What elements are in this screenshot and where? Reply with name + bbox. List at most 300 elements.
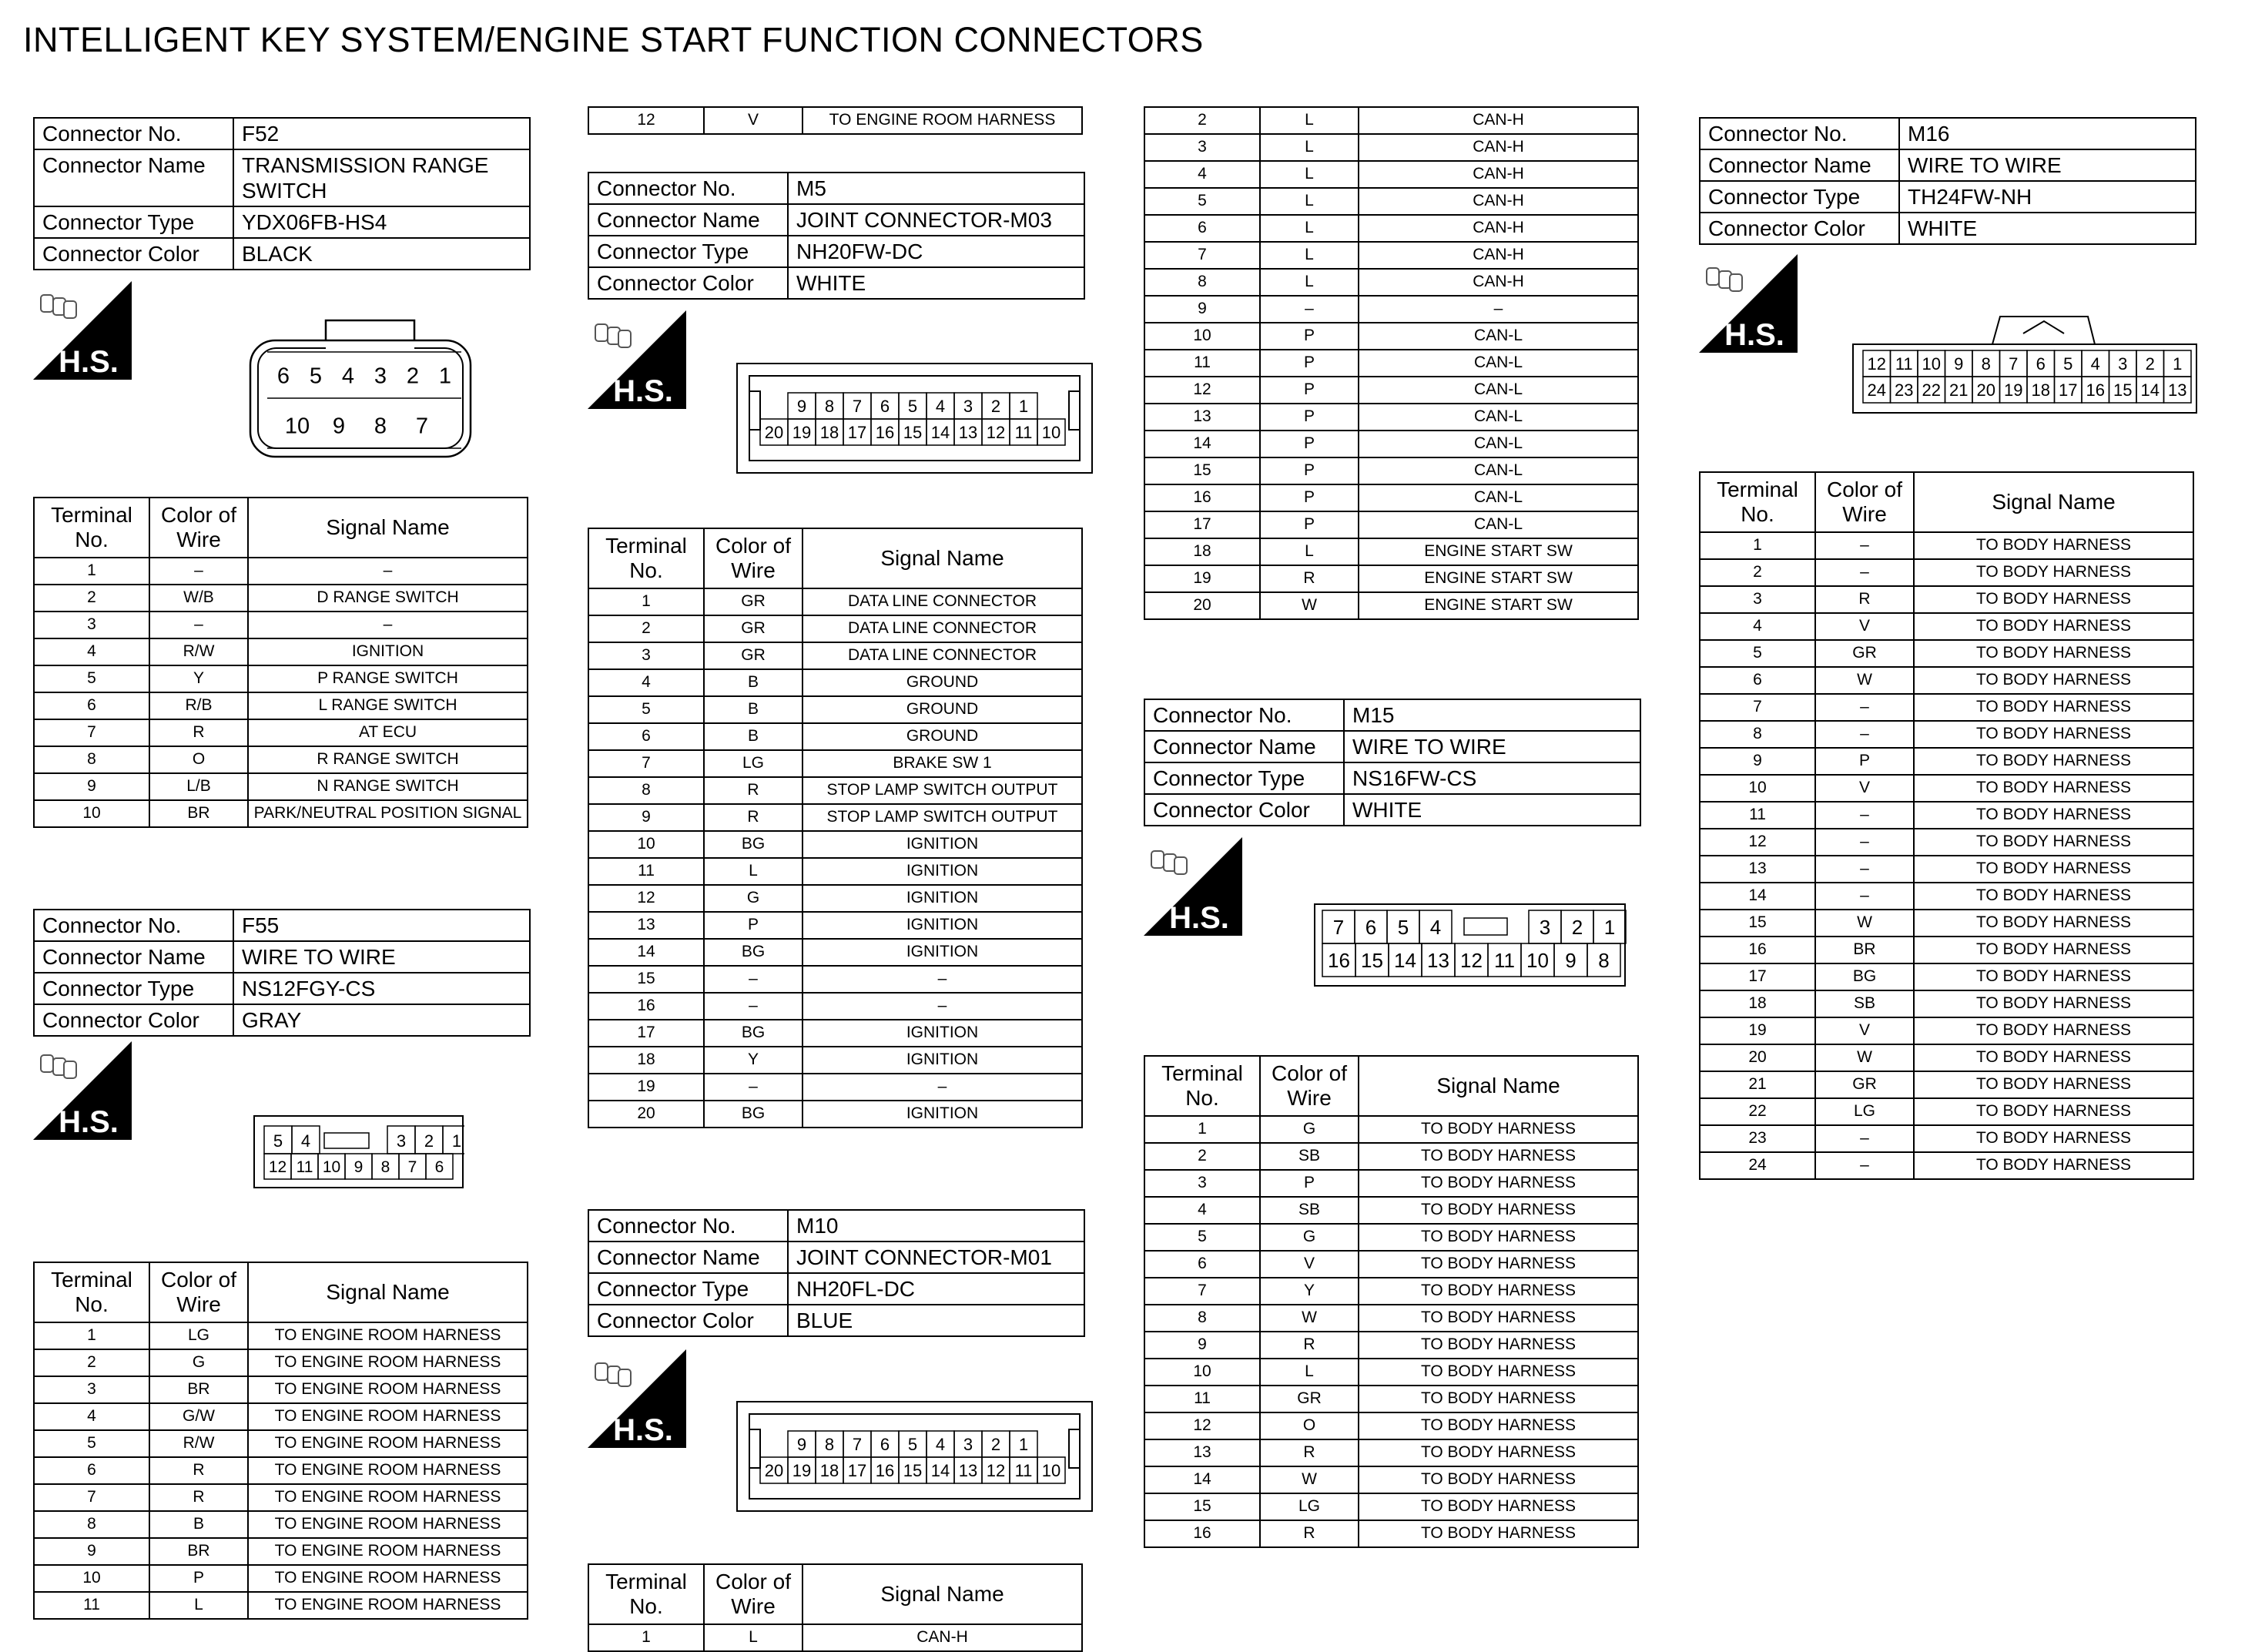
terminal-no-cell: 24 (1700, 1152, 1815, 1179)
signal-name-cell: D RANGE SWITCH (248, 585, 528, 612)
terminal-no-cell: 19 (1700, 1017, 1815, 1044)
terminal-no-cell: 5 (34, 1430, 149, 1457)
pin-number: 7 (415, 414, 429, 439)
pin-number: 2 (2145, 354, 2155, 374)
terminal-no-cell: 8 (1144, 1305, 1260, 1332)
terminal-no-cell: 2 (588, 615, 704, 642)
signal-name-cell: DATA LINE CONNECTOR (803, 642, 1082, 669)
pin-number: 12 (1867, 354, 1886, 374)
signal-name-cell: TO ENGINE ROOM HARNESS (248, 1511, 528, 1538)
table-row (1144, 565, 1638, 592)
wire-color-cell: B (704, 669, 803, 696)
wire-color-cell: G/W (149, 1403, 248, 1430)
column-header-color-of-wire: Color of Wire (1815, 472, 1914, 532)
info-value-color: WHITE (1899, 213, 2196, 244)
harness-side-icon (1699, 254, 1798, 357)
info-label: Connector Name (588, 1242, 788, 1273)
info-label: Connector No. (1700, 118, 1899, 149)
wire-color-cell: W (1260, 1305, 1359, 1332)
table-header (34, 1262, 528, 1322)
signal-name-cell: CAN-L (1359, 484, 1638, 511)
table-row (1700, 1125, 2193, 1152)
pin-number: 5 (907, 1434, 918, 1454)
table-row (34, 1592, 528, 1619)
signal-name-cell: TO BODY HARNESS (1359, 1170, 1638, 1197)
terminal-no-cell: 8 (588, 777, 704, 804)
info-label: Connector Type (588, 236, 788, 267)
terminal-no-cell: 1 (588, 588, 704, 615)
signal-name-cell: N RANGE SWITCH (248, 773, 528, 800)
pin-number: 24 (1867, 380, 1886, 400)
table-row (34, 1484, 528, 1511)
column-header-signal-name: Signal Name (1359, 1056, 1638, 1116)
harness-side-label: H.S. (59, 345, 119, 379)
terminal-no-cell: 15 (1144, 1493, 1260, 1520)
pin-number: 11 (1895, 354, 1913, 374)
signal-name-cell: STOP LAMP SWITCH OUTPUT (803, 777, 1082, 804)
table-row (1700, 856, 2193, 883)
table-row (588, 831, 1082, 858)
table-row (1144, 215, 1638, 242)
wire-color-cell: – (1815, 694, 1914, 721)
wire-color-cell: O (1260, 1412, 1359, 1439)
info-value-type: NS16FW-CS (1344, 762, 1640, 794)
table-row (1144, 1359, 1638, 1386)
terminal-no-cell: 20 (588, 1101, 704, 1128)
signal-name-cell: TO BODY HARNESS (1914, 586, 2193, 613)
wire-color-cell: V (1815, 775, 1914, 802)
pin-number: 15 (1361, 948, 1383, 972)
table-row (34, 1376, 528, 1403)
pin-number: 13 (958, 422, 978, 442)
terminal-no-cell: 11 (1144, 350, 1260, 377)
terminal-no-cell: 4 (1144, 1197, 1260, 1224)
info-label: Connector No. (34, 118, 233, 149)
pin-number: 13 (1427, 948, 1449, 972)
table-row (1144, 1197, 1638, 1224)
terminal-table-f55-continued (588, 106, 1083, 135)
info-value-color: WHITE (788, 267, 1084, 299)
terminal-no-cell: 3 (588, 642, 704, 669)
terminal-no-cell: 2 (1700, 559, 1815, 586)
info-label: Connector No. (1144, 699, 1344, 731)
table-row (588, 885, 1082, 912)
wire-color-cell: L/B (149, 773, 248, 800)
wire-color-cell: W (1260, 1466, 1359, 1493)
pin-number: 10 (1526, 948, 1549, 972)
terminal-no-cell: 16 (1144, 1520, 1260, 1547)
info-row-name (34, 149, 530, 206)
terminal-no-cell: 9 (1144, 296, 1260, 323)
pin-number: 5 (1397, 916, 1409, 939)
signal-name-cell: CAN-L (1359, 404, 1638, 431)
pin-number: 17 (847, 1460, 867, 1480)
table-row (1144, 161, 1638, 188)
pin-number: 3 (963, 1434, 973, 1454)
signal-name-cell: IGNITION (803, 1101, 1082, 1128)
signal-name-cell: TO BODY HARNESS (1359, 1278, 1638, 1305)
info-value-no: F52 (233, 118, 530, 149)
table-row (1144, 1332, 1638, 1359)
signal-name-cell: ENGINE START SW (1359, 538, 1638, 565)
signal-name-cell: – (248, 558, 528, 585)
pin-number: 4 (2090, 354, 2100, 374)
terminal-no-cell: 15 (1700, 910, 1815, 937)
table-row (34, 665, 528, 692)
signal-name-cell: R RANGE SWITCH (248, 746, 528, 773)
table-row (1144, 377, 1638, 404)
pin-number: 9 (354, 1158, 364, 1177)
info-label: Connector Color (34, 1004, 233, 1036)
terminal-no-cell: 13 (1144, 404, 1260, 431)
signal-name-cell: TO BODY HARNESS (1914, 802, 2193, 829)
signal-name-cell: – (803, 1074, 1082, 1101)
info-value-type: NH20FL-DC (788, 1273, 1084, 1305)
pin-number: 11 (296, 1158, 313, 1177)
pin-number: 1 (1603, 916, 1616, 939)
signal-name-cell: DATA LINE CONNECTOR (803, 588, 1082, 615)
info-value-color: WHITE (1344, 794, 1640, 826)
table-row (588, 993, 1082, 1020)
terminal-no-cell: 9 (588, 804, 704, 831)
signal-name-cell: – (248, 612, 528, 638)
terminal-no-cell: 17 (1700, 963, 1815, 990)
terminal-table-f52 (33, 497, 528, 828)
info-row-name (1144, 731, 1640, 762)
page-title: INTELLIGENT KEY SYSTEM/ENGINE START FUNCTION CONNECTORS (23, 20, 1204, 59)
table-row (1144, 1386, 1638, 1412)
table-row (34, 773, 528, 800)
terminal-table-m10 (588, 1563, 1083, 1652)
table-row (34, 1457, 528, 1484)
terminal-no-cell: 18 (1700, 990, 1815, 1017)
signal-name-cell: TO ENGINE ROOM HARNESS (248, 1430, 528, 1457)
info-row-no (1144, 699, 1640, 731)
info-label: Connector Name (588, 204, 788, 236)
wire-color-cell: – (1260, 296, 1359, 323)
signal-name-cell: TO BODY HARNESS (1914, 1098, 2193, 1125)
pin-number: 1 (1018, 1434, 1029, 1454)
pin-number: 16 (1328, 948, 1350, 972)
wire-color-cell: P (1815, 748, 1914, 775)
terminal-no-cell: 1 (588, 1624, 704, 1651)
signal-name-cell: TO BODY HARNESS (1359, 1493, 1638, 1520)
table-row (588, 804, 1082, 831)
table-row (1144, 484, 1638, 511)
wire-color-cell: Y (1260, 1278, 1359, 1305)
pin-number: 16 (2086, 380, 2105, 400)
table-row (588, 669, 1082, 696)
signal-name-cell: TO BODY HARNESS (1914, 559, 2193, 586)
signal-name-cell: CAN-H (1359, 242, 1638, 269)
info-value-type: YDX06FB-HS4 (233, 206, 530, 238)
signal-name-cell: TO BODY HARNESS (1914, 856, 2193, 883)
info-value-color: GRAY (233, 1004, 530, 1036)
terminal-no-cell: 14 (1144, 431, 1260, 457)
terminal-no-cell: 8 (34, 746, 149, 773)
terminal-no-cell: 16 (1700, 937, 1815, 963)
wire-color-cell: LG (149, 1322, 248, 1349)
signal-name-cell: CAN-L (1359, 511, 1638, 538)
wire-color-cell: P (1260, 350, 1359, 377)
wire-color-cell: – (149, 558, 248, 585)
harness-side-icon (33, 1041, 132, 1144)
terminal-no-cell: 21 (1700, 1071, 1815, 1098)
info-row-name (588, 1242, 1084, 1273)
table-row (34, 1349, 528, 1376)
table-header (588, 528, 1082, 588)
signal-name-cell: IGNITION (803, 1020, 1082, 1047)
info-row-color (34, 238, 530, 270)
table-row (588, 1624, 1082, 1651)
terminal-no-cell: 6 (34, 1457, 149, 1484)
wire-color-cell: R (149, 719, 248, 746)
pin-number: 12 (268, 1158, 287, 1177)
info-row-type (1700, 181, 2196, 213)
pin-number: 10 (1922, 354, 1941, 374)
signal-name-cell: TO BODY HARNESS (1914, 963, 2193, 990)
terminal-no-cell: 19 (588, 1074, 704, 1101)
terminal-no-cell: 7 (588, 750, 704, 777)
wire-color-cell: L (149, 1592, 248, 1619)
wire-color-cell: P (1260, 377, 1359, 404)
harness-side-icon (33, 281, 132, 384)
pin-number: 9 (796, 1434, 807, 1454)
pin-number: 1 (451, 1131, 462, 1151)
pin-number: 4 (935, 1434, 946, 1454)
table-row (34, 638, 528, 665)
signal-name-cell: GROUND (803, 669, 1082, 696)
wire-color-cell: SB (1260, 1143, 1359, 1170)
pin-number: 2 (424, 1131, 434, 1151)
pin-number: 7 (1332, 916, 1345, 939)
table-row (588, 858, 1082, 885)
signal-name-cell: TO BODY HARNESS (1914, 748, 2193, 775)
wire-color-cell: R (1260, 1332, 1359, 1359)
terminal-no-cell: 10 (588, 831, 704, 858)
wire-color-cell: BR (149, 1376, 248, 1403)
table-row (1700, 640, 2193, 667)
wire-color-cell: B (149, 1511, 248, 1538)
terminal-table-m15 (1144, 1055, 1639, 1548)
table-row (1144, 1493, 1638, 1520)
table-row (1144, 188, 1638, 215)
signal-name-cell: TO BODY HARNESS (1359, 1116, 1638, 1143)
table-row (1700, 532, 2193, 559)
info-label: Connector Type (34, 206, 233, 238)
wire-color-cell: R (149, 1484, 248, 1511)
info-value-name: WIRE TO WIRE (1344, 731, 1640, 762)
pin-number: 15 (903, 422, 923, 442)
column-header-signal-name: Signal Name (1914, 472, 2193, 532)
signal-name-cell: CAN-H (1359, 134, 1638, 161)
info-label: Connector Type (1144, 762, 1344, 794)
signal-name-cell: CAN-H (1359, 188, 1638, 215)
terminal-table-m5 (588, 528, 1083, 1128)
column-header-signal-name: Signal Name (248, 498, 528, 558)
pin-number: 5 (309, 364, 323, 389)
connector-face-m16 (1851, 310, 2198, 414)
info-label: Connector Name (34, 149, 233, 206)
signal-name-cell: TO BODY HARNESS (1914, 775, 2193, 802)
terminal-no-cell: 11 (34, 1592, 149, 1619)
pin-number: 10 (284, 414, 310, 439)
table-row (588, 107, 1082, 134)
wire-color-cell: P (1260, 404, 1359, 431)
wire-color-cell: P (149, 1565, 248, 1592)
pin-number: 7 (852, 1434, 863, 1454)
info-row-color (1700, 213, 2196, 244)
info-row-name (588, 204, 1084, 236)
pin-number: 8 (380, 1158, 390, 1177)
terminal-no-cell: 12 (588, 107, 704, 134)
pin-number: 4 (341, 364, 355, 389)
terminal-no-cell: 4 (34, 1403, 149, 1430)
terminal-no-cell: 7 (1144, 242, 1260, 269)
terminal-no-cell: 22 (1700, 1098, 1815, 1125)
signal-name-cell: TO ENGINE ROOM HARNESS (248, 1592, 528, 1619)
signal-name-cell: – (803, 966, 1082, 993)
info-label: Connector No. (588, 1210, 788, 1242)
table-row (1700, 1098, 2193, 1125)
table-row (34, 585, 528, 612)
table-row (1700, 613, 2193, 640)
column-header-terminal-no: Terminal No. (34, 498, 149, 558)
terminal-no-cell: 14 (1144, 1466, 1260, 1493)
info-value-no: M10 (788, 1210, 1084, 1242)
wire-color-cell: BR (1815, 937, 1914, 963)
info-row-color (1144, 794, 1640, 826)
table-row (1700, 1044, 2193, 1071)
table-row (1700, 829, 2193, 856)
table-row (588, 588, 1082, 615)
connector-info-m16 (1699, 117, 2196, 245)
table-row (588, 723, 1082, 750)
pin-number: 5 (907, 396, 918, 416)
column-header-terminal-no: Terminal No. (1700, 472, 1815, 532)
wire-color-cell: LG (1260, 1493, 1359, 1520)
table-row (1144, 1278, 1638, 1305)
signal-name-cell: GROUND (803, 723, 1082, 750)
table-row (588, 750, 1082, 777)
pin-number: 3 (2118, 354, 2128, 374)
pin-number: 19 (792, 1460, 812, 1480)
table-row (588, 966, 1082, 993)
info-value-no: M16 (1899, 118, 2196, 149)
table-row (1700, 910, 2193, 937)
table-row (588, 939, 1082, 966)
pin-number: 23 (1895, 380, 1914, 400)
info-label: Connector Color (588, 1305, 788, 1336)
table-row (34, 612, 528, 638)
table-row (1700, 883, 2193, 910)
terminal-no-cell: 9 (34, 1538, 149, 1565)
wire-color-cell: R (704, 804, 803, 831)
table-row (588, 615, 1082, 642)
column-header-terminal-no: Terminal No. (34, 1262, 149, 1322)
table-row (588, 642, 1082, 669)
pin-number: 17 (847, 422, 867, 442)
terminal-no-cell: 18 (1144, 538, 1260, 565)
signal-name-cell: IGNITION (248, 638, 528, 665)
wire-color-cell: – (1815, 802, 1914, 829)
pin-number: 7 (2009, 354, 2019, 374)
wire-color-cell: B (704, 696, 803, 723)
wire-color-cell: R/W (149, 638, 248, 665)
terminal-no-cell: 4 (1144, 161, 1260, 188)
connector-info-f55 (33, 909, 531, 1037)
terminal-no-cell: 4 (1700, 613, 1815, 640)
pin-number: 11 (1014, 422, 1033, 442)
pin-number: 10 (1041, 422, 1061, 442)
wire-color-cell: W/B (149, 585, 248, 612)
terminal-no-cell: 16 (588, 993, 704, 1020)
table-row (34, 1565, 528, 1592)
signal-name-cell: TO BODY HARNESS (1914, 532, 2193, 559)
info-row-no (34, 910, 530, 941)
table-row (1144, 269, 1638, 296)
signal-name-cell: TO BODY HARNESS (1914, 883, 2193, 910)
wire-color-cell: – (704, 1074, 803, 1101)
terminal-no-cell: 11 (1144, 1386, 1260, 1412)
pin-number: 12 (986, 422, 1006, 442)
pin-number: 12 (986, 1460, 1006, 1480)
wire-color-cell: – (1815, 1125, 1914, 1152)
terminal-no-cell: 3 (34, 1376, 149, 1403)
pin-number: 6 (880, 1434, 890, 1454)
signal-name-cell: TO BODY HARNESS (1914, 721, 2193, 748)
info-row-no (588, 173, 1084, 204)
table-row (34, 1403, 528, 1430)
terminal-no-cell: 1 (34, 558, 149, 585)
terminal-no-cell: 12 (1144, 1412, 1260, 1439)
wire-color-cell: BR (149, 1538, 248, 1565)
wire-color-cell: L (1260, 161, 1359, 188)
signal-name-cell: CAN-L (1359, 431, 1638, 457)
terminal-no-cell: 6 (1700, 667, 1815, 694)
pin-number: 5 (2063, 354, 2073, 374)
connector-info-m10 (588, 1209, 1085, 1337)
table-row (588, 1101, 1082, 1128)
wire-color-cell: L (704, 1624, 803, 1651)
signal-name-cell: TO BODY HARNESS (1914, 1125, 2193, 1152)
signal-name-cell: TO BODY HARNESS (1359, 1251, 1638, 1278)
signal-name-cell: TO BODY HARNESS (1359, 1224, 1638, 1251)
wire-color-cell: O (149, 746, 248, 773)
wire-color-cell: SB (1815, 990, 1914, 1017)
wire-color-cell: G (1260, 1116, 1359, 1143)
signal-name-cell: TO BODY HARNESS (1914, 1017, 2193, 1044)
signal-name-cell: TO ENGINE ROOM HARNESS (248, 1484, 528, 1511)
table-row (1144, 1170, 1638, 1197)
terminal-no-cell: 13 (1144, 1439, 1260, 1466)
connector-info-f52 (33, 117, 531, 270)
wire-color-cell: B (704, 723, 803, 750)
table-row (1700, 802, 2193, 829)
harness-side-label: H.S. (613, 374, 673, 408)
wire-color-cell: V (1815, 1017, 1914, 1044)
column-header-signal-name: Signal Name (248, 1262, 528, 1322)
wire-color-cell: GR (704, 642, 803, 669)
wire-color-cell: BG (704, 1101, 803, 1128)
terminal-no-cell: 15 (588, 966, 704, 993)
info-value-type: TH24FW-NH (1899, 181, 2196, 213)
connector-info-m5 (588, 172, 1085, 300)
pin-number: 6 (276, 364, 290, 389)
column-header-terminal-no: Terminal No. (1144, 1056, 1260, 1116)
signal-name-cell: TO BODY HARNESS (1914, 910, 2193, 937)
wire-color-cell: R/B (149, 692, 248, 719)
